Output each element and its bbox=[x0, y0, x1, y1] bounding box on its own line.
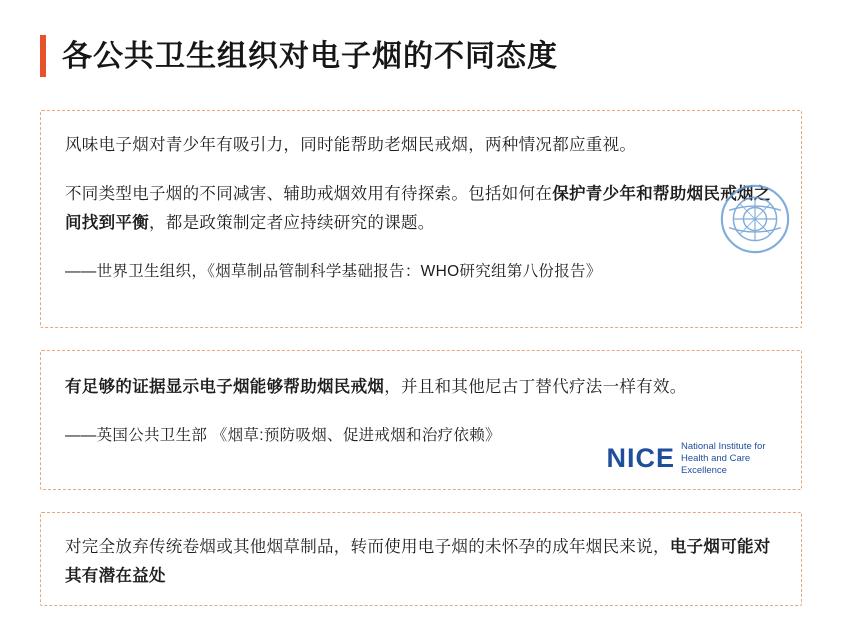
page-title-text: 各公共卫生组织对电子烟的不同态度 bbox=[62, 39, 558, 73]
quote-card-phe bbox=[40, 350, 802, 490]
quote-card-us bbox=[40, 512, 802, 606]
phe-paragraph-1 bbox=[65, 373, 777, 402]
nice-logo-icon bbox=[606, 441, 785, 477]
title-accent-bar bbox=[40, 35, 46, 77]
us-paragraph-1-bold: 电子烟可能对其有潜在益处 bbox=[65, 537, 771, 585]
phe-paragraph-1-rest: ，并且和其他尼古丁替代疗法一样有效。 bbox=[384, 377, 687, 396]
who-paragraph-2 bbox=[65, 180, 777, 238]
phe-source: ——英国公共卫生部 《烟草:预防吸烟、促进戒烟和治疗依赖》 bbox=[65, 426, 501, 444]
page-title bbox=[40, 28, 820, 84]
quote-card-who bbox=[40, 110, 802, 328]
who-paragraph-2-part1: 不同类型电子烟的不同减害、辅助戒烟效用有待探索。包括如何在 bbox=[65, 184, 553, 203]
us-paragraph-1 bbox=[65, 533, 777, 591]
us-paragraph-1-part1: 对完全放弃传统卷烟或其他烟草制品，转而使用电子烟的未怀孕的成年烟民来说， bbox=[65, 537, 670, 556]
nice-logo-word: NICE bbox=[606, 443, 675, 474]
phe-paragraph-1-bold: 有足够的证据显示电子烟能够帮助烟民戒烟 bbox=[65, 377, 385, 396]
who-paragraph-2-part2: ，都是政策制定者应持续研究的课题。 bbox=[149, 213, 435, 232]
who-paragraph-2-bold: 保护青少年和帮助烟民戒烟之间找到平衡 bbox=[65, 184, 771, 232]
who-paragraph-1: 风味电子烟对青少年有吸引力，同时能帮助老烟民戒烟，两种情况都应重视。 bbox=[65, 136, 637, 154]
who-source: ——世界卫生组织，《烟草制品管制科学基础报告：WHO研究组第八份报告》 bbox=[65, 262, 602, 280]
nice-logo-subtitle: National Institute for Health and Care Excellence bbox=[681, 441, 766, 476]
un-emblem-icon bbox=[719, 183, 791, 255]
document-page bbox=[0, 28, 842, 639]
